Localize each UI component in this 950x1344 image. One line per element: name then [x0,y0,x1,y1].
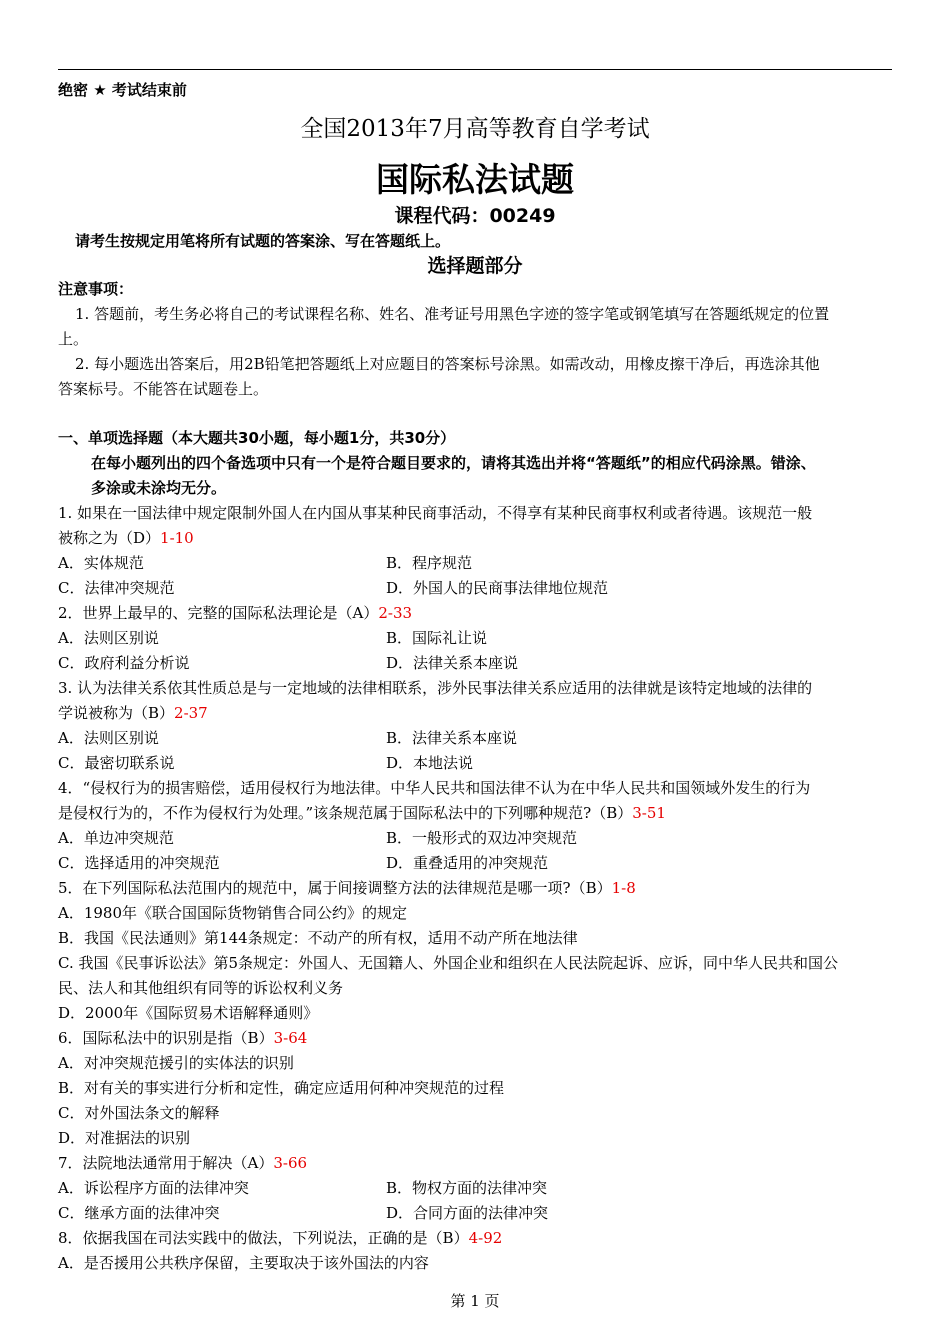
question-6-stem: 6．国际私法中的识别是指（B）3-64 [58,1029,308,1047]
question-4-options [58,826,894,851]
document-body [58,277,894,1276]
question-4-ref: 3-51 [632,804,666,822]
question-3-stem-cont: 学说被称为（B）2-37 [58,704,208,722]
option-b: B．程序规范 [386,554,473,572]
part-description: 在每小题列出的四个备选项中只有一个是符合题目要求的，请将其选出并将“答题纸”的相应代码涂黑。错涂、 [91,454,816,472]
question-1-options [58,551,894,576]
option-c: C．最密切联系说 [58,754,175,772]
option-d: D．法律关系本座说 [386,654,519,672]
option-b: B．对有关的事实进行分析和定性，确定应适用何种冲突规范的过程 [58,1079,505,1097]
question-7-options [58,1201,894,1226]
answer-instruction: 请考生按规定用笔将所有试题的答案涂、写在答题纸上。 [75,232,451,250]
question-1-options [58,576,894,601]
question-2-options [58,651,894,676]
section-title: 选择题部分 [427,255,523,277]
option-d: D．2000年《国际贸易术语解释通则》 [58,1004,319,1022]
option-c: C．法律冲突规范 [58,579,175,597]
notice-item-2: 2. 每小题选出答案后，用2B铅笔把答题纸上对应题目的答案标号涂黑。如需改动，用橡皮擦干净后，再选涂其他 [75,355,820,373]
question-7-options [58,1176,894,1201]
question-3-stem: 3. 认为法律关系依其性质总是与一定地域的法律相联系，涉外民事法律关系应适用的法律就是该特定地域的法律的 [58,679,813,697]
option-b: B．一般形式的双边冲突规范 [386,829,578,847]
notice-title: 注意事项： [58,280,134,298]
question-6-ref: 3-64 [273,1029,308,1047]
option-d: D．重叠适用的冲突规范 [386,854,549,872]
question-5-ref: 1-8 [611,879,636,897]
question-3-options [58,726,894,751]
question-1-ref: 1-10 [160,529,194,547]
confidential-label: 绝密 ★ 考试结束前 [58,81,187,99]
paper-title: 国际私法试题 [376,160,574,199]
question-2-options [58,626,894,651]
option-c: C. 我国《民事诉讼法》第5条规定：外国人、无国籍人、外国企业和组织在人民法院起诉、应诉，同中华人民共和国公 [58,954,839,972]
option-b: B．国际礼让说 [386,629,488,647]
question-5-stem: 5．在下列国际私法范围内的规范中，属于间接调整方法的法律规范是哪一项?（B）1-8 [58,879,636,897]
option-c-cont: 民、法人和其他组织有同等的诉讼权利义务 [58,979,344,997]
option-a: A．对冲突规范援引的实体法的识别 [58,1054,294,1072]
notice-item-1-cont: 上。 [58,330,89,348]
option-c: C．对外国法条文的解释 [58,1104,220,1122]
option-d: D．合同方面的法律冲突 [386,1204,549,1222]
question-7-ref: 3-66 [273,1154,308,1172]
option-d: D．对准据法的识别 [58,1129,191,1147]
part-title: 一、单项选择题（本大题共30小题，每小题1分，共30分） [58,429,456,447]
exam-title: 全国2013年7月高等教育自学考试 [300,116,650,142]
option-a: A．法则区别说 [58,629,159,647]
notice-item-2-cont: 答案标号。不能答在试题卷上。 [58,380,269,398]
header-rule [58,69,892,70]
option-d: D．本地法说 [386,754,474,772]
option-d: D．外国人的民商事法律地位规范 [386,579,609,597]
option-a: A．单边冲突规范 [58,829,174,847]
option-c: C．继承方面的法律冲突 [58,1204,220,1222]
notice-item-1: 1. 答题前，考生务必将自己的考试课程名称、姓名、准考证号用黑色字迹的签字笔或钢笔填写在答题纸规定的位置 [75,305,830,323]
question-1-stem-cont: 被称之为（D）1-10 [58,529,194,547]
option-a: A．1980年《联合国国际货物销售合同公约》的规定 [58,904,408,922]
question-1-stem: 1. 如果在一国法律中规定限制外国人在内国从事某种民商事活动，不得享有某种民商事权利或者待遇。该规范一般 [58,504,813,522]
question-4-stem-cont: 是侵权行为的，不作为侵权行为处理。”该条规范属于国际私法中的下列哪种规范?（B）3-51 [58,804,666,822]
question-8-stem: 8．依据我国在司法实践中的做法，下列说法，正确的是（B）4-92 [58,1229,503,1247]
option-a: A．是否援用公共秩序保留，主要取决于该外国法的内容 [58,1254,429,1272]
course-code: 课程代码：00249 [394,205,556,227]
option-b: B．我国《民法通则》第144条规定：不动产的所有权，适用不动产所在地法律 [58,929,578,947]
question-4-stem: 4．“侵权行为的损害赔偿，适用侵权行为地法律。中华人民共和国法律不认为在中华人民共和国领域外发生的行为 [58,779,811,797]
question-4-options [58,851,894,876]
page-number: 第 1 页 [450,1292,500,1310]
option-a: A．法则区别说 [58,729,159,747]
option-c: C．政府利益分析说 [58,654,190,672]
option-c: C．选择适用的冲突规范 [58,854,220,872]
option-a: A．诉讼程序方面的法律冲突 [58,1179,249,1197]
question-8-ref: 4-92 [468,1229,503,1247]
option-b: B．物权方面的法律冲突 [386,1179,548,1197]
question-3-options [58,751,894,776]
question-7-stem: 7．法院地法通常用于解决（A）3-66 [58,1154,308,1172]
option-b: B．法律关系本座说 [386,729,518,747]
option-a: A．实体规范 [58,554,144,572]
part-description-cont: 多涂或未涂均无分。 [91,479,227,497]
question-2-ref: 2-33 [378,604,413,622]
question-2-stem: 2．世界上最早的、完整的国际私法理论是（A）2-33 [58,604,413,622]
question-3-ref: 2-37 [174,704,208,722]
